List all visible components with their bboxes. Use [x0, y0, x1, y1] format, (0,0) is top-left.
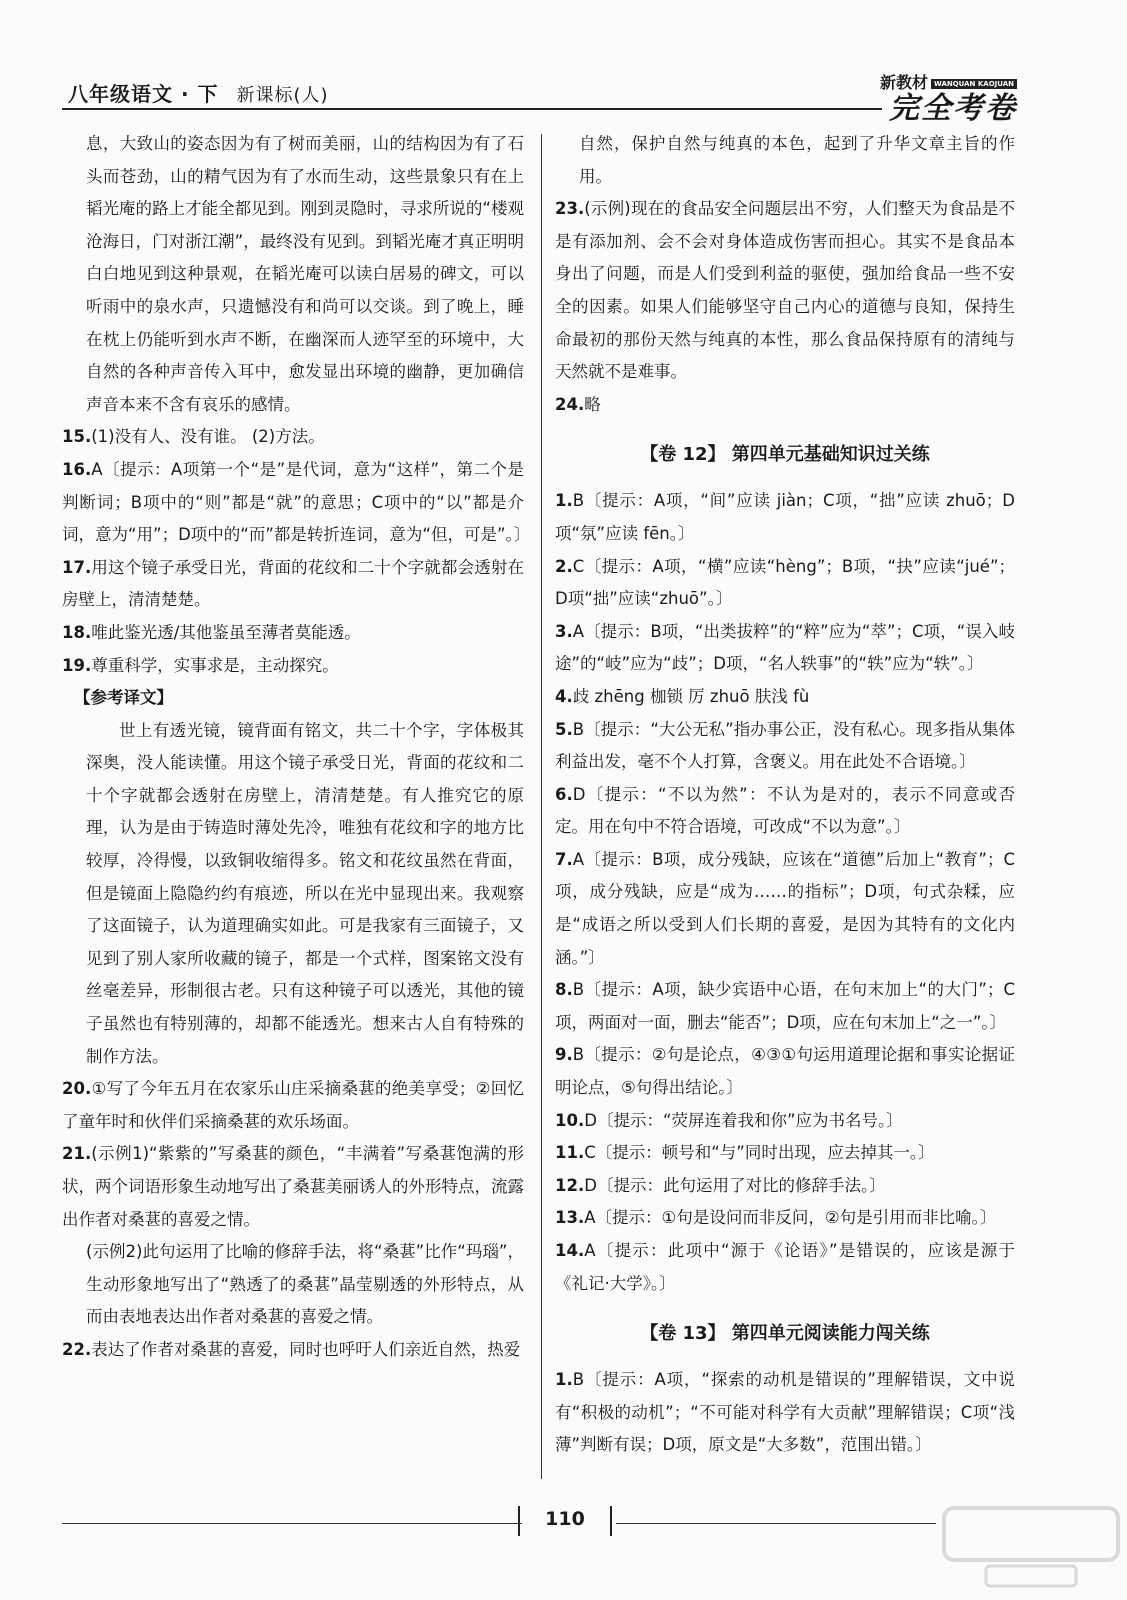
answer-text: D〔提示：“不以为然”：不认为是对的，表示不同意或否定。用在句中不符合语境，可改成“不以为意”。〕 — [555, 784, 1015, 837]
answer-item — [555, 485, 1015, 550]
answer-number: 17. — [62, 557, 92, 577]
answer-item — [62, 552, 524, 617]
translation-heading: 【参考译文】 — [74, 688, 173, 708]
section-title-12: 【卷 12】 第四单元基础知识过关练 — [640, 444, 930, 466]
answer-item — [555, 681, 1015, 714]
answer-number: 10. — [555, 1110, 585, 1130]
answer-text: (示例)现在的食品安全问题层出不穷，人们整天为食品是不是有添加剂、会不会对身体造成伤害而担心。其实不是食品本身出了问题，而是人们受到利益的驱使，强加给食品一些不安全的因素。如果人们能够坚守自己内心的道德与良知，保持生命最初的那份天然与纯真的本性，那么食品保持原有的清纯与天然就不是难事。 — [555, 199, 1015, 382]
continued-text: 自然，保护自然与纯真的本色，起到了升华文章主旨的作用。 — [579, 134, 1015, 186]
answer-item — [555, 974, 1015, 1039]
header-rule — [62, 108, 882, 110]
answer-number: 3. — [555, 621, 573, 641]
page-header — [62, 70, 1017, 126]
brand-tag: WANQUAN KAOJUAN — [931, 79, 1017, 89]
answer-number: 15. — [62, 427, 92, 447]
footer-rule-left — [62, 1523, 522, 1524]
section-13-answers — [555, 1364, 1015, 1462]
footer-rule-right — [616, 1523, 936, 1524]
answer-item — [555, 1235, 1015, 1300]
answer-text: B〔提示：“大公无私”指办事公正，没有私心。现多指从集体利益出发，毫不个人打算，含褒义。用在此处不合语境。〕 — [555, 719, 1015, 772]
answer-text: 用这个镜子承受日光，背面的花纹和二十个字就都会透射在房壁上，清清楚楚。 — [62, 557, 524, 610]
section-title-13: 【卷 13】 第四单元阅读能力闯关练 — [640, 1323, 930, 1345]
answer-number: 14. — [555, 1241, 585, 1260]
answer-number: 12. — [555, 1175, 585, 1195]
answer-item — [555, 389, 1015, 422]
page-bar-left — [518, 1506, 520, 1536]
answer-item — [555, 1364, 1015, 1462]
answer-text: A〔提示：B项，成分残缺，应该在“道德”后加上“教育”；C项，成分残缺，应是“成为……的指标”；D项，句式杂糅，应是“成语之所以受到人们长期的喜爱，是因为其特有的文化内涵。”〕 — [555, 849, 1015, 967]
answer-text: 尊重科学，实事求是，主动探究。 — [91, 655, 339, 675]
brand-name: 完全考卷 — [889, 91, 1017, 126]
answer-item — [555, 1202, 1015, 1235]
answer-number: 8. — [555, 980, 573, 1000]
page-number: 110 — [545, 1508, 585, 1530]
answer-text: 略 — [584, 394, 601, 414]
answer-number: 23. — [555, 199, 585, 219]
answer-number: 9. — [555, 1045, 573, 1065]
page-bar-right — [610, 1506, 612, 1536]
answer-item — [555, 1137, 1015, 1170]
watermark-logo — [936, 1500, 1126, 1595]
section-12-answers — [555, 485, 1015, 1300]
answer-number: 19. — [62, 655, 92, 675]
answer-number: 21. — [62, 1144, 92, 1164]
left-column — [62, 128, 531, 1367]
answer-item — [62, 650, 524, 683]
answer-text: C〔提示：A项，“横”应读“hèng”；B项，“抉”应读“jué”；D项“拙”应读“zhuō”。〕 — [555, 556, 1015, 609]
brand-logo — [880, 70, 1017, 125]
answer-number: 13. — [555, 1208, 585, 1228]
answer-number: 6. — [555, 784, 573, 804]
answer-text: B〔提示：A项，“间”应读 jiàn；C项，“拙”应读 zhuō；D项“氛”应读 fēn。〕 — [555, 491, 1015, 543]
answer-number: 2. — [555, 556, 573, 576]
answer-item — [62, 1073, 524, 1138]
answer-item — [62, 454, 531, 552]
continued-text: (示例2)此句运用了比喻的修辞手法，将“桑葚”比作“玛瑙”，生动形象地写出了“熟透了的桑葚”晶莹剔透的外形特点，从而由表地表达出作者对桑葚的喜爱之情。 — [86, 1242, 524, 1327]
answer-text: A〔提示：A项第一个“是”是代词，意为“这样”，第二个是判断词；B项中的“则”都是“就”的意思；C项中的“以”都是介词，意为“用”；D项中的“而”都是转折连词，意为“但，可是”。〕 — [62, 459, 531, 545]
brand-small-text: 新教材 — [880, 73, 929, 92]
curriculum-standard: 新课标(人) — [236, 85, 329, 106]
answer-text: A〔提示：①句是设问而非反问，②句是引用而非比喻。〕 — [584, 1208, 997, 1228]
answer-text: D〔提示：此句运用了对比的修辞手法。〕 — [584, 1175, 886, 1195]
answer-number: 5. — [555, 719, 573, 739]
answer-number: 1. — [555, 1370, 573, 1390]
answer-text: (示例1)“紫紫的”写桑葚的颜色，“丰满着”写桑葚饱满的形状，两个词语形象生动地写出了桑葚美丽诱人的外形特点，流露出作者对桑葚的喜爱之情。 — [62, 1144, 524, 1229]
answer-item — [555, 616, 1015, 681]
answer-item — [555, 1105, 1015, 1138]
answer-item — [555, 714, 1015, 779]
answer-number: 11. — [555, 1143, 585, 1163]
answer-text: 歧 zhēng 枷锁 厉 zhuō 肤浅 fù — [572, 686, 810, 706]
answer-text: A〔提示：B项，“出类拔粹”的“粹”应为“萃”；C项，“误入岐途”的“岐”应为“歧”；D项，“名人轶事”的“轶”应为“轶”。〕 — [555, 621, 1015, 674]
answer-number: 4. — [555, 686, 573, 706]
answer-item — [555, 193, 1015, 389]
answer-number: 24. — [555, 394, 585, 414]
answer-item — [555, 844, 1015, 974]
answer-number: 18. — [62, 622, 92, 642]
answer-number: 16. — [62, 459, 92, 479]
continued-text: 息，大致山的姿态因为有了树而美丽，山的结构因为有了石头而苍劲，山的精气因为有了水而生动，这些景象只有在上韬光庵的路上才能全都见到。刚到灵隐时，寻求所说的“楼观沧海日，门对浙江潮”，最终没有见到。到韬光庵才真正明明白白地见到这种景观，在韬光庵可以读白居易的碑文，可以听雨中的泉水声，只遗憾没有和尚可以交谈。到了晚上，睡在枕上仍能听到水声不断，在幽深而人迹罕至的环境中，大自然的各种声音传入耳中，愈发显出环境的幽静，更加确信声音本来不含有哀乐的感情。 — [86, 134, 524, 414]
answer-text: A〔提示：此项中“源于《论语》”是错误的，应该是源于《礼记·大学》。〕 — [555, 1241, 1015, 1293]
answer-text: C〔提示：顿号和“与”同时出现，应去掉其一。〕 — [584, 1143, 935, 1163]
answer-text: ①写了今年五月在农家乐山庄采摘桑葚的绝美享受；②回忆了童年时和伙伴们采摘桑葚的欢乐场面。 — [62, 1079, 524, 1131]
answer-number: 22. — [62, 1339, 92, 1359]
book-title — [68, 78, 329, 107]
answer-text: (1)没有人、没有谁。 (2)方法。 — [91, 427, 325, 447]
answer-text: 唯此鉴光透/其他鉴虽至薄者莫能透。 — [91, 622, 361, 642]
answers-continued — [555, 128, 1015, 421]
answer-item — [62, 1138, 524, 1236]
answer-item — [62, 421, 524, 454]
answer-text: B〔提示：②句是论点，④③①句运用道理论据和事实论据证明论点，⑤句得出结论。〕 — [555, 1045, 1015, 1098]
answer-text: D〔提示：“荧屏连着我和你”应为书名号。〕 — [584, 1110, 903, 1130]
answer-text: 表达了作者对桑葚的喜爱，同时也呼吁人们亲近自然，热爱 — [91, 1339, 521, 1359]
answer-item — [555, 779, 1015, 844]
answer-item — [555, 1170, 1015, 1203]
answer-text: B〔提示：A项，缺少宾语中心语，在句末加上“的大门”；C项，两面对一面，删去“能否”；D项，应在句末加上“之一”。〕 — [555, 980, 1015, 1032]
translation-paragraph: 世上有透光镜，镜背面有铭文，共二十个字，字体极其深奥，没人能读懂。用这个镜子承受日光，背面的花纹和二十个字就都会透射在房壁上，清清楚楚。有人推究它的原理，认为是由于铸造时薄处先冷，唯独有花纹和字的地方比较厚，冷得慢，以致铜收缩得多。铭文和花纹虽然在背面，但是镜面上隐隐约约有痕迹，所以在光中显现出来。我观察了这面镜子，认为道理确实如此。可是我家有三面镜子，又见到了别人家所收藏的镜子，都是一个式样，图案铭文没有丝毫差异，形制很古老。只有这种镜子可以透光，其他的镜子虽然也有特别薄的，却都不能透光。想来古人自有特殊的制作方法。 — [86, 720, 524, 1066]
column-divider — [541, 134, 542, 1479]
answer-item — [62, 1334, 524, 1367]
grade-subject: 八年级语文 · 下 — [68, 82, 219, 106]
right-column — [555, 128, 1015, 1462]
answer-number: 7. — [555, 849, 573, 869]
answer-text: B〔提示：A项，“探索的动机是错误的”理解错误，文中说有“积极的动机”；“不可能对科学有大贡献”理解错误；C项“浅薄”判断有误；D项，原文是“大多数”，范围出错。〕 — [555, 1370, 1015, 1455]
answer-item — [62, 617, 524, 650]
answer-item — [555, 1039, 1015, 1104]
answer-item — [555, 551, 1015, 616]
answer-number: 20. — [62, 1079, 92, 1099]
answer-number: 1. — [555, 491, 573, 511]
